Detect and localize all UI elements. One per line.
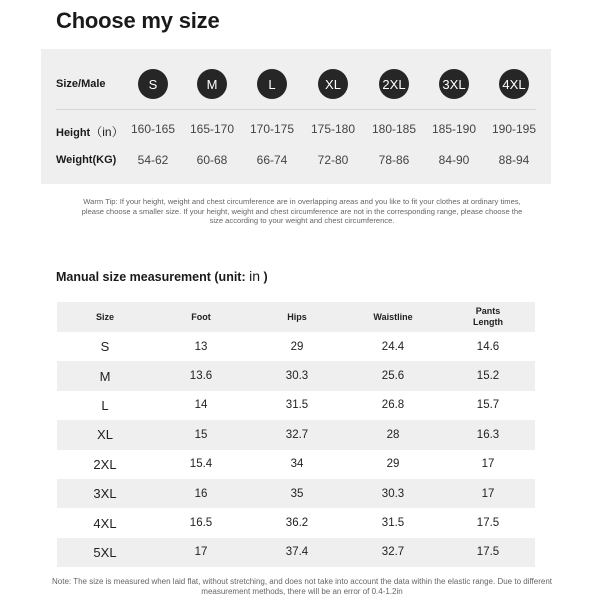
measurement-cell: 17	[481, 458, 495, 471]
measurement-cell: 30.3	[345, 479, 441, 508]
size-badge: M	[197, 69, 227, 99]
weight-value: 88-94	[498, 153, 530, 167]
table-row	[57, 420, 535, 449]
table-row	[57, 479, 535, 508]
measurement-note: Note: The size is measured when laid flat, without stretching, and does not take into account the data within the elastic range. Due to different measurement methods, there will be an error of 0.4-1.2in	[52, 577, 552, 596]
height-value: 160-165	[130, 122, 176, 136]
size-badge: XL	[318, 69, 348, 99]
measurement-cell: 14.6	[476, 340, 500, 353]
measurement-cell: 17	[441, 479, 535, 508]
size-cell: L	[101, 397, 109, 413]
measurement-table	[57, 302, 535, 567]
size-badge: L	[257, 69, 287, 99]
column-header: Foot	[153, 302, 249, 332]
manual-title-end: )	[260, 270, 268, 284]
table-header-row	[57, 302, 535, 332]
table-body	[57, 332, 535, 567]
height-label-unit: （in）	[90, 125, 124, 139]
size-cell: 5XL	[57, 538, 153, 567]
measurement-cell: 34	[290, 458, 304, 471]
measurement-cell: 16.5	[189, 517, 213, 530]
weight-value: 84-90	[438, 153, 470, 167]
size-chart-panel	[41, 49, 551, 184]
height-value: 175-180	[310, 122, 356, 136]
measurement-cell: 36.2	[285, 517, 309, 530]
height-row-label	[56, 123, 124, 140]
height-value: 190-195	[491, 122, 537, 136]
size-chart-divider	[56, 109, 536, 110]
measurement-cell: 17	[153, 538, 249, 567]
measurement-cell: 17.5	[476, 517, 500, 530]
measurement-cell: 29	[386, 458, 400, 471]
measurement-cell: 17.5	[441, 538, 535, 567]
manual-title-text: Manual size measurement (unit:	[56, 270, 250, 284]
table-row	[57, 508, 535, 537]
height-value: 180-185	[371, 122, 417, 136]
measurement-cell: 26.8	[381, 399, 405, 412]
height-value: 170-175	[249, 122, 295, 136]
table-row	[57, 450, 535, 479]
column-header: Waistline	[345, 302, 441, 332]
column-header: Size	[57, 302, 153, 332]
size-cell: 2XL	[93, 456, 117, 472]
measurement-cell: 37.4	[249, 538, 345, 567]
size-cell: 4XL	[93, 515, 117, 531]
table-row	[57, 538, 535, 567]
measurement-cell: 13.6	[153, 361, 249, 390]
measurement-cell: 15.4	[189, 458, 213, 471]
weight-value: 72-80	[317, 153, 349, 167]
table-row	[57, 391, 535, 420]
measurement-cell: 13	[194, 340, 208, 353]
size-cell: 3XL	[57, 479, 153, 508]
height-value: 165-170	[189, 122, 235, 136]
measurement-cell: 32.7	[249, 420, 345, 449]
measurement-cell: 15.7	[476, 399, 500, 412]
height-label-text: Height	[56, 127, 91, 139]
measurement-cell: 28	[345, 420, 441, 449]
size-cell: XL	[57, 420, 153, 449]
table-row	[57, 332, 535, 361]
measurement-cell: 32.7	[345, 538, 441, 567]
size-row-label: Size/Male	[56, 78, 106, 90]
weight-row-label: Weight(KG)	[56, 154, 117, 166]
warm-tip: Warm Tip: If your height, weight and chest circumference are in overlapping areas and you like to fit your clothes at ordinary times, please choose a smaller size. If your height, weight and chest circumference are not in the corresponding range, please choose the size according to your weight and chest circumference.	[81, 197, 523, 226]
column-header: Hips	[249, 302, 345, 332]
size-cell: M	[57, 361, 153, 390]
measurement-cell: 35	[249, 479, 345, 508]
page-title: Choose my size	[56, 8, 220, 33]
size-cell: S	[100, 339, 110, 355]
measurement-cell: 15.2	[441, 361, 535, 390]
measurement-cell: 30.3	[249, 361, 345, 390]
size-badge: S	[138, 69, 168, 99]
weight-value: 66-74	[256, 153, 288, 167]
weight-value: 78-86	[378, 153, 410, 167]
table-row	[57, 361, 535, 390]
size-badge: 4XL	[499, 69, 529, 99]
column-header: Pants Length	[441, 302, 535, 332]
measurement-cell: 16	[153, 479, 249, 508]
measurement-cell: 29	[290, 340, 304, 353]
size-badge: 3XL	[439, 69, 469, 99]
weight-value: 60-68	[196, 153, 228, 167]
measurement-cell: 15	[153, 420, 249, 449]
size-badge: 2XL	[379, 69, 409, 99]
measurement-cell: 24.4	[381, 340, 405, 353]
measurement-cell: 25.6	[345, 361, 441, 390]
measurement-cell: 31.5	[285, 399, 309, 412]
measurement-cell: 31.5	[381, 517, 405, 530]
weight-value: 54-62	[137, 153, 169, 167]
measurement-cell: 16.3	[441, 420, 535, 449]
manual-measurement-title	[56, 268, 268, 284]
manual-title-unit: in	[249, 268, 261, 284]
measurement-cell: 14	[194, 399, 208, 412]
height-value: 185-190	[431, 122, 477, 136]
